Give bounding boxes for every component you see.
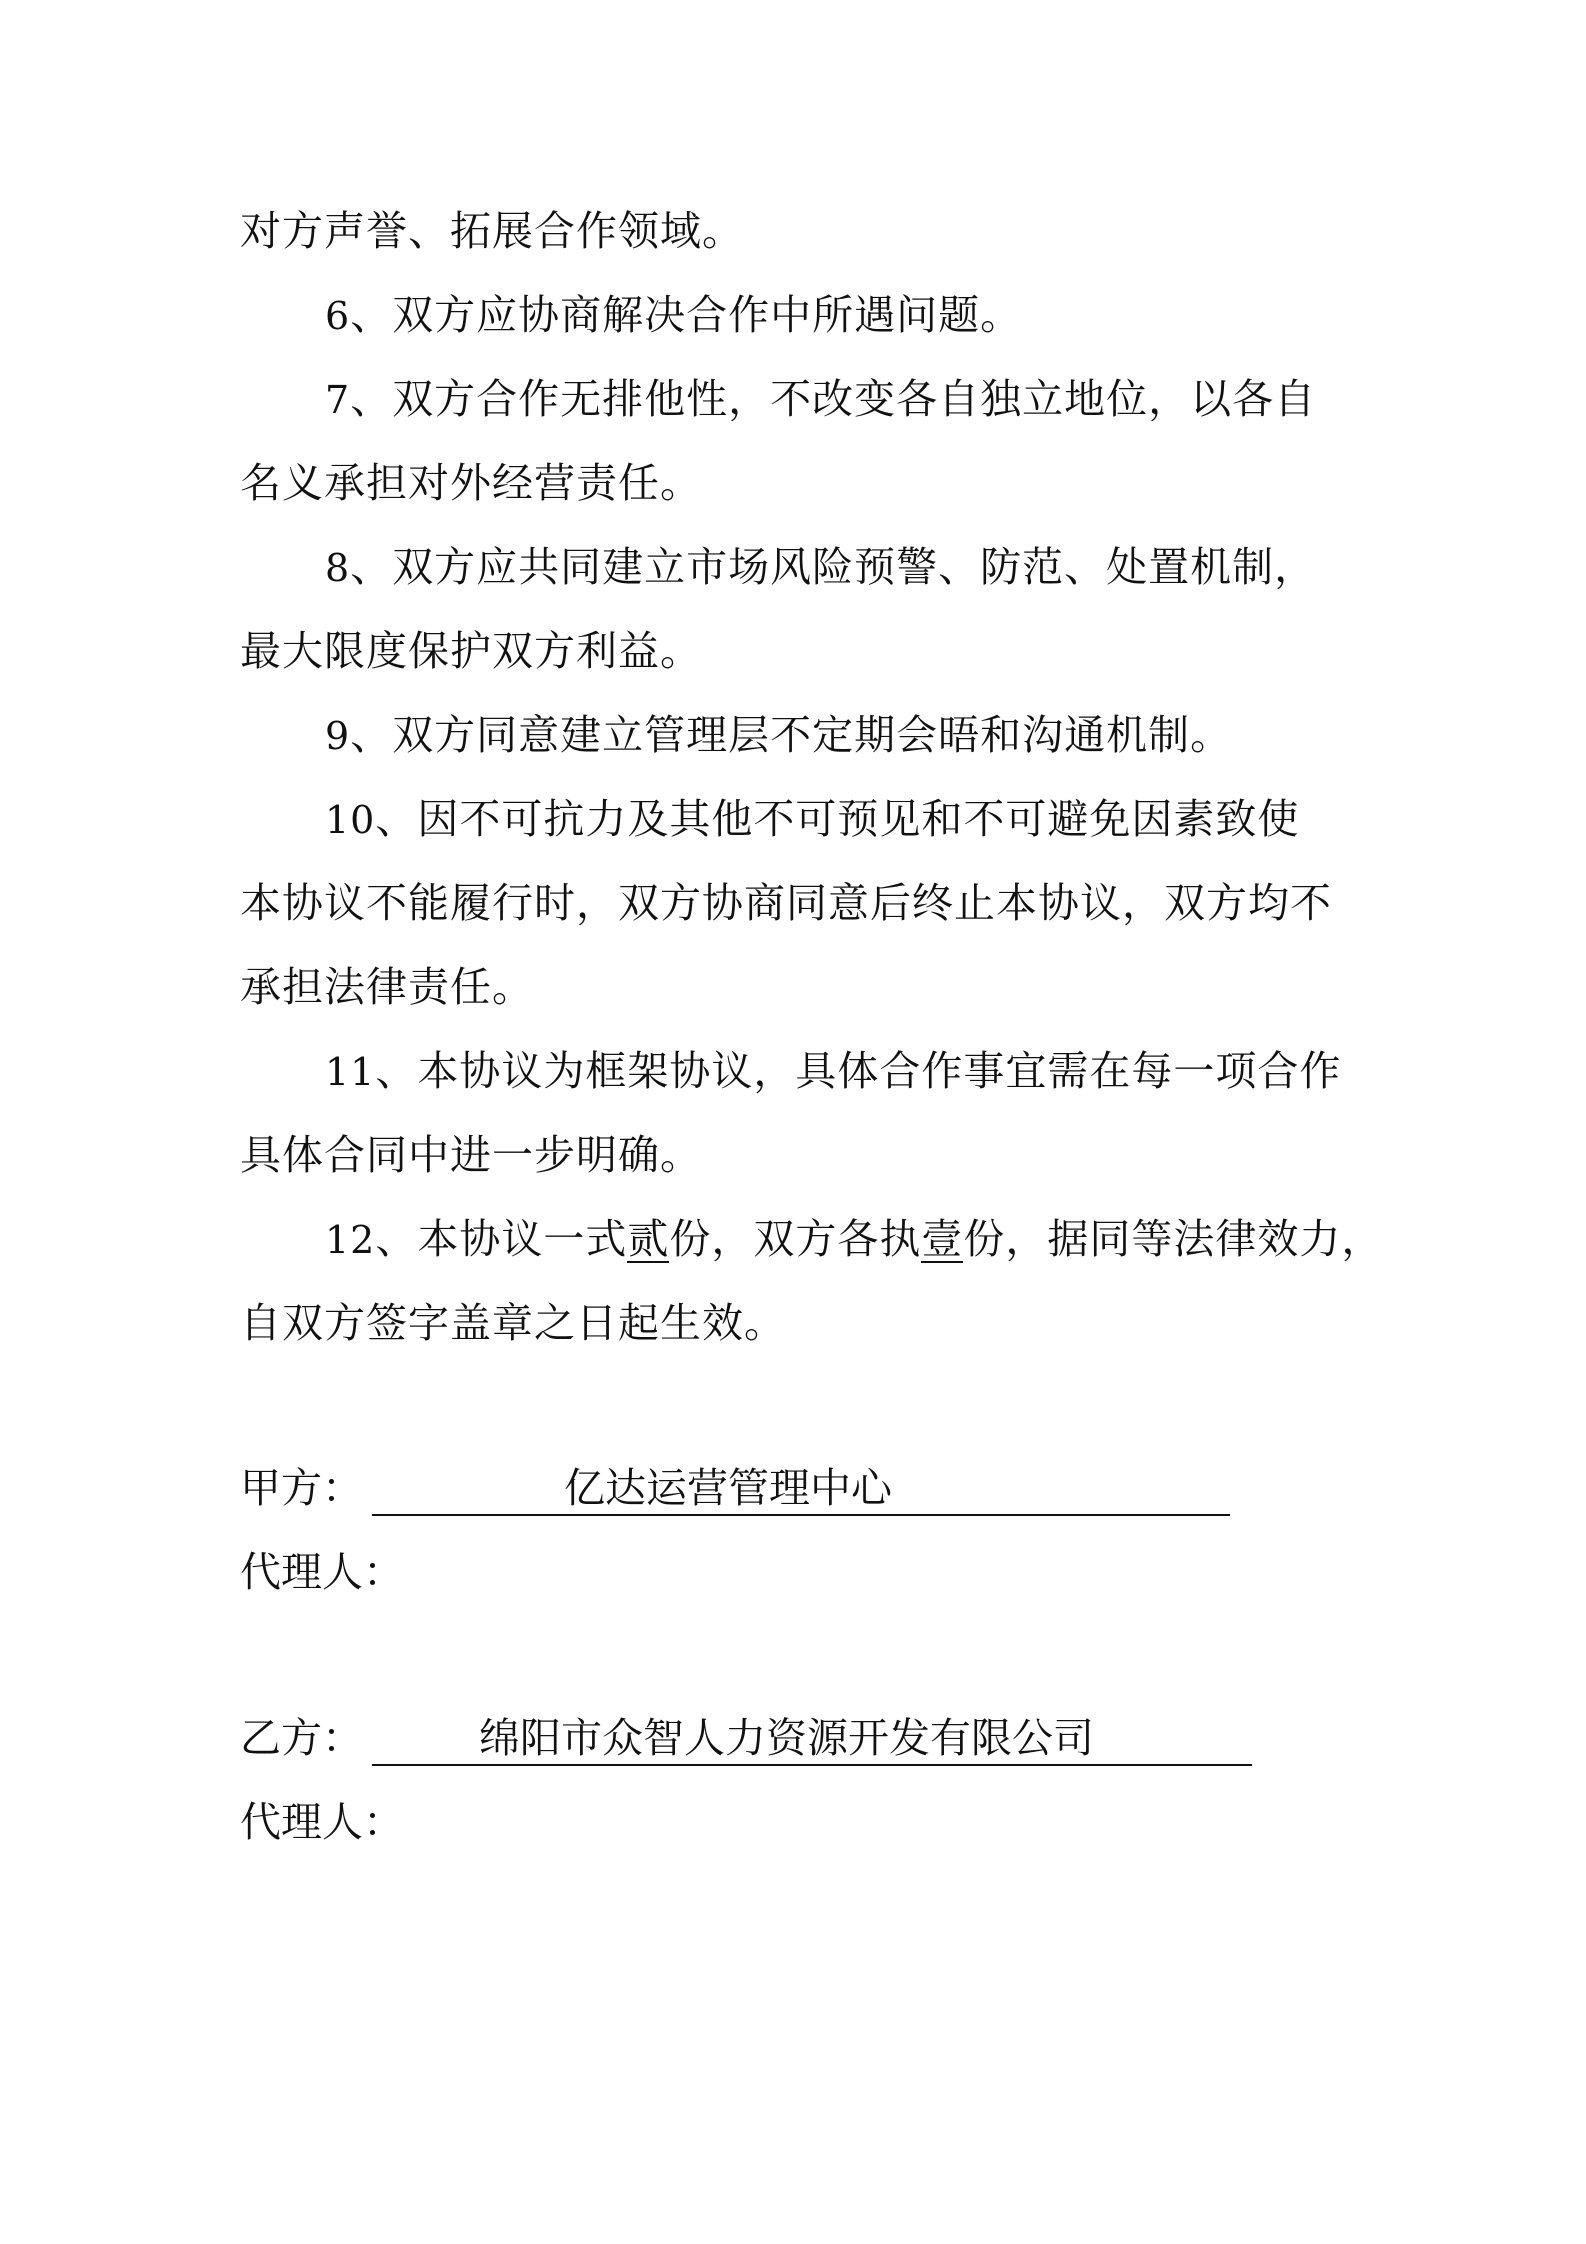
clause-separator: 、: [375, 795, 418, 843]
clause-6: [325, 289, 1022, 342]
clause-text: 双方应协商解决合作中所遇问题。: [392, 291, 1023, 339]
clause-7-line-2: 名义承担对外经营责任。: [240, 459, 702, 507]
clause-9: [325, 709, 1232, 762]
clause-text: 双方合作无排他性，不改变各自独立地位，以各自: [392, 375, 1317, 423]
clause-text: 双方应共同建立市场风险预警、防范、处置机制，: [392, 543, 1317, 591]
clause-8-line-2: 最大限度保护双方利益。: [240, 627, 702, 675]
clause-number: 8: [325, 546, 351, 590]
party-b-name: 绵阳市众智人力资源开发有限公司: [479, 1714, 1094, 1762]
copies-total-field: 贰: [627, 1215, 670, 1263]
clause-text-part: 份，双方各执: [669, 1215, 922, 1263]
clause-text-part: 本协议一式: [417, 1215, 628, 1263]
clause-text: 因不可抗力及其他不可预见和不可避免因素致使: [417, 795, 1300, 843]
clause-number: 11: [325, 1050, 376, 1094]
clause-number: 12: [325, 1218, 376, 1262]
party-a-agent-label: 代理人：: [240, 1548, 404, 1596]
clause-separator: 、: [350, 543, 393, 591]
clause-12: [325, 1213, 1383, 1266]
clause-number: 6: [325, 294, 351, 338]
clause-10-line-3: 承担法律责任。: [240, 963, 534, 1011]
clause-text-part: 份，据同等法律效力，: [963, 1215, 1384, 1263]
party-a-name-field: [372, 1462, 1230, 1516]
party-b-name-field: [372, 1712, 1252, 1766]
clause-number: 10: [325, 798, 376, 842]
clause-text: 双方同意建立管理层不定期会晤和沟通机制。: [392, 711, 1233, 759]
clause-separator: 、: [350, 291, 393, 339]
clause-number: 7: [325, 378, 351, 422]
clause-8: [325, 541, 1316, 594]
party-a-name: 亿达运营管理中心: [564, 1464, 892, 1512]
clause-separator: 、: [350, 375, 393, 423]
clause-12-line-2: 自双方签字盖章之日起生效。: [240, 1299, 786, 1347]
copies-each-field: 壹: [921, 1215, 964, 1263]
clause-separator: 、: [350, 711, 393, 759]
party-b-agent-label: 代理人：: [240, 1798, 404, 1846]
clause-number: 9: [325, 714, 351, 758]
party-b-label: 乙方：: [240, 1714, 363, 1762]
clause-separator: 、: [375, 1215, 418, 1263]
clause-5-continuation: 对方声誉、拓展合作领域。: [240, 207, 744, 255]
clause-11-line-2: 具体合同中进一步明确。: [240, 1131, 702, 1179]
clause-10: [325, 793, 1299, 846]
clause-7: [325, 373, 1316, 426]
party-a-label: 甲方：: [240, 1464, 363, 1512]
clause-separator: 、: [375, 1047, 418, 1095]
clause-10-line-2: 本协议不能履行时，双方协商同意后终止本协议，双方均不: [240, 879, 1332, 927]
clause-11: [325, 1045, 1341, 1098]
clause-text: 本协议为框架协议，具体合作事宜需在每一项合作: [417, 1047, 1342, 1095]
